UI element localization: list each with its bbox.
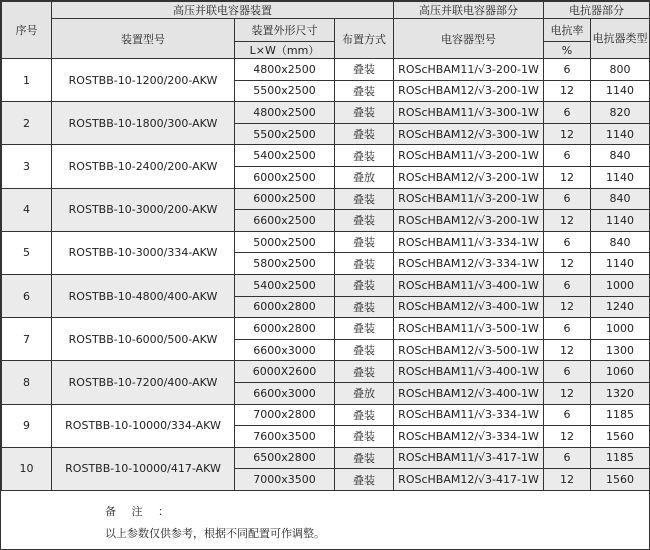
layout-cell: 叠装 [335, 59, 394, 81]
reactance-rate-cell: 6 [544, 188, 591, 210]
layout-cell: 叠装 [335, 274, 394, 296]
row-index-cell: 9 [2, 404, 52, 447]
header-device-group: 高压并联电容器装置 [52, 2, 394, 19]
layout-cell: 叠放 [335, 166, 394, 188]
reactance-rate-cell: 12 [544, 210, 591, 232]
outline-size-cell: 5800x2500 [235, 253, 335, 275]
outline-size-cell: 6000x2800 [235, 318, 335, 340]
reactor-type-cell: 1000 [591, 318, 650, 340]
outline-size-cell: 6600x3000 [235, 339, 335, 361]
capacitor-model-cell: ROScHBAM11/√3-334-1W [394, 231, 544, 253]
row-index-cell: 10 [2, 447, 52, 490]
header-outline-size: 装置外形尺寸 [235, 19, 335, 42]
layout-cell: 叠装 [335, 231, 394, 253]
outline-size-cell: 7600x3500 [235, 426, 335, 448]
reactor-type-cell: 1185 [591, 447, 650, 469]
layout-cell: 叠装 [335, 296, 394, 318]
header-index: 序号 [2, 2, 52, 59]
capacitor-model-cell: ROScHBAM11/√3-400-1W [394, 274, 544, 296]
layout-cell: 叠装 [335, 447, 394, 469]
capacitor-model-cell: ROScHBAM12/√3-500-1W [394, 339, 544, 361]
layout-cell: 叠装 [335, 339, 394, 361]
outline-size-cell: 4800x2500 [235, 59, 335, 81]
table-row [2, 274, 650, 296]
reactor-type-cell: 1560 [591, 426, 650, 448]
device-model-cell: ROSTBB-10-3000/200-AKW [52, 188, 235, 231]
device-model-cell: ROSTBB-10-10000/417-AKW [52, 447, 235, 490]
header-reactor-type: 电抗器类型 [591, 19, 650, 59]
outline-size-cell: 7000x2800 [235, 404, 335, 426]
reactance-rate-cell: 12 [544, 339, 591, 361]
row-index-cell: 5 [2, 231, 52, 274]
layout-cell: 叠装 [335, 102, 394, 124]
capacitor-model-cell: ROScHBAM11/√3-300-1W [394, 102, 544, 124]
table-row [2, 59, 650, 81]
row-index-cell: 1 [2, 59, 52, 102]
outline-size-cell: 6000x2800 [235, 296, 335, 318]
reactance-rate-cell: 6 [544, 274, 591, 296]
reactor-type-cell: 1240 [591, 296, 650, 318]
table-row [2, 447, 650, 469]
row-index-cell: 6 [2, 274, 52, 317]
layout-cell: 叠装 [335, 318, 394, 340]
device-model-cell: ROSTBB-10-1200/200-AKW [52, 59, 235, 102]
outline-size-cell: 6500x2800 [235, 447, 335, 469]
reactance-rate-cell: 6 [544, 447, 591, 469]
outline-size-cell: 5400x2500 [235, 145, 335, 167]
reactor-type-cell: 1140 [591, 210, 650, 232]
capacitor-model-cell: ROScHBAM11/√3-200-1W [394, 188, 544, 210]
capacitor-model-cell: ROScHBAM12/√3-334-1W [394, 426, 544, 448]
reactor-type-cell: 1140 [591, 166, 650, 188]
layout-cell: 叠装 [335, 188, 394, 210]
capacitor-model-cell: ROScHBAM11/√3-400-1W [394, 361, 544, 383]
header-reactance-rate: 电抗率 [544, 19, 591, 42]
capacitor-model-cell: ROScHBAM12/√3-400-1W [394, 296, 544, 318]
table-row [2, 361, 650, 383]
layout-cell: 叠装 [335, 80, 394, 102]
outline-size-cell: 6000x2500 [235, 166, 335, 188]
outline-size-cell: 6600x3000 [235, 382, 335, 404]
outline-size-cell: 7000x3500 [235, 469, 335, 491]
reactance-rate-cell: 6 [544, 318, 591, 340]
layout-cell: 叠装 [335, 361, 394, 383]
layout-cell: 叠装 [335, 145, 394, 167]
reactor-type-cell: 820 [591, 102, 650, 124]
layout-cell: 叠装 [335, 426, 394, 448]
capacitor-model-cell: ROScHBAM11/√3-200-1W [394, 59, 544, 81]
capacitor-model-cell: ROScHBAM12/√3-200-1W [394, 210, 544, 232]
outline-size-cell: 5000x2500 [235, 231, 335, 253]
reactance-rate-cell: 12 [544, 80, 591, 102]
device-model-cell: ROSTBB-10-3000/334-AKW [52, 231, 235, 274]
table-row [2, 231, 650, 253]
header-reactor-group: 电抗器部分 [544, 2, 650, 19]
row-index-cell: 7 [2, 318, 52, 361]
device-model-cell: ROSTBB-10-6000/500-AKW [52, 318, 235, 361]
reactor-type-cell: 1320 [591, 382, 650, 404]
table-row [2, 145, 650, 167]
reactor-type-cell: 800 [591, 59, 650, 81]
reactance-rate-cell: 6 [544, 404, 591, 426]
reactor-type-cell: 840 [591, 231, 650, 253]
header-outline-unit: L×W（mm） [235, 42, 335, 59]
header-reactance-unit: % [544, 42, 591, 59]
header-device-model: 装置型号 [52, 19, 235, 59]
capacitor-model-cell: ROScHBAM11/√3-200-1W [394, 145, 544, 167]
reactor-type-cell: 840 [591, 188, 650, 210]
outline-size-cell: 6000X2600 [235, 361, 335, 383]
header-capacitor-group: 高压并联电容器部分 [394, 2, 544, 19]
capacitor-model-cell: ROScHBAM12/√3-400-1W [394, 382, 544, 404]
header-layout: 布置方式 [335, 19, 394, 59]
reactor-type-cell: 1300 [591, 339, 650, 361]
reactance-rate-cell: 6 [544, 361, 591, 383]
reactor-type-cell: 1140 [591, 80, 650, 102]
device-model-cell: ROSTBB-10-4800/400-AKW [52, 274, 235, 317]
reactance-rate-cell: 6 [544, 145, 591, 167]
device-model-cell: ROSTBB-10-1800/300-AKW [52, 102, 235, 145]
spec-table [1, 1, 650, 491]
reactance-rate-cell: 12 [544, 123, 591, 145]
outline-size-cell: 6600x2500 [235, 210, 335, 232]
layout-cell: 叠放 [335, 382, 394, 404]
layout-cell: 叠装 [335, 253, 394, 275]
spec-body [2, 59, 650, 491]
table-row [2, 188, 650, 210]
row-index-cell: 3 [2, 145, 52, 188]
device-model-cell: ROSTBB-10-7200/400-AKW [52, 361, 235, 404]
row-index-cell: 4 [2, 188, 52, 231]
reactance-rate-cell: 12 [544, 469, 591, 491]
layout-cell: 叠装 [335, 123, 394, 145]
capacitor-model-cell: ROScHBAM12/√3-200-1W [394, 166, 544, 188]
capacitor-model-cell: ROScHBAM11/√3-500-1W [394, 318, 544, 340]
remarks-title: 备 注 ： [105, 505, 175, 518]
reactance-rate-cell: 12 [544, 382, 591, 404]
header-capacitor-model: 电容器型号 [394, 19, 544, 59]
capacitor-model-cell: ROScHBAM11/√3-417-1W [394, 447, 544, 469]
outline-size-cell: 5500x2500 [235, 80, 335, 102]
remarks-body: 以上参数仅供参考，根据不同配置可作调整。 [105, 527, 325, 540]
outline-size-cell: 4800x2500 [235, 102, 335, 124]
capacitor-model-cell: ROScHBAM11/√3-334-1W [394, 404, 544, 426]
layout-cell: 叠装 [335, 210, 394, 232]
reactor-type-cell: 1185 [591, 404, 650, 426]
outline-size-cell: 6000x2500 [235, 188, 335, 210]
reactor-type-cell: 1000 [591, 274, 650, 296]
table-row [2, 404, 650, 426]
reactance-rate-cell: 6 [544, 231, 591, 253]
reactance-rate-cell: 6 [544, 102, 591, 124]
row-index-cell: 2 [2, 102, 52, 145]
reactor-type-cell: 1140 [591, 253, 650, 275]
reactance-rate-cell: 12 [544, 166, 591, 188]
device-model-cell: ROSTBB-10-2400/200-AKW [52, 145, 235, 188]
row-index-cell: 8 [2, 361, 52, 404]
layout-cell: 叠装 [335, 469, 394, 491]
reactor-type-cell: 840 [591, 145, 650, 167]
table-row [2, 102, 650, 124]
outline-size-cell: 5500x2500 [235, 123, 335, 145]
device-model-cell: ROSTBB-10-10000/334-AKW [52, 404, 235, 447]
reactor-type-cell: 1560 [591, 469, 650, 491]
capacitor-model-cell: ROScHBAM12/√3-334-1W [394, 253, 544, 275]
reactance-rate-cell: 12 [544, 426, 591, 448]
reactor-type-cell: 1060 [591, 361, 650, 383]
remarks-box [1, 493, 649, 549]
reactance-rate-cell: 6 [544, 59, 591, 81]
table-row [2, 318, 650, 340]
capacitor-model-cell: ROScHBAM12/√3-417-1W [394, 469, 544, 491]
reactor-type-cell: 1140 [591, 123, 650, 145]
outline-size-cell: 5400x2500 [235, 274, 335, 296]
reactance-rate-cell: 12 [544, 253, 591, 275]
capacitor-model-cell: ROScHBAM12/√3-300-1W [394, 123, 544, 145]
layout-cell: 叠装 [335, 404, 394, 426]
capacitor-model-cell: ROScHBAM12/√3-200-1W [394, 80, 544, 102]
reactance-rate-cell: 12 [544, 296, 591, 318]
